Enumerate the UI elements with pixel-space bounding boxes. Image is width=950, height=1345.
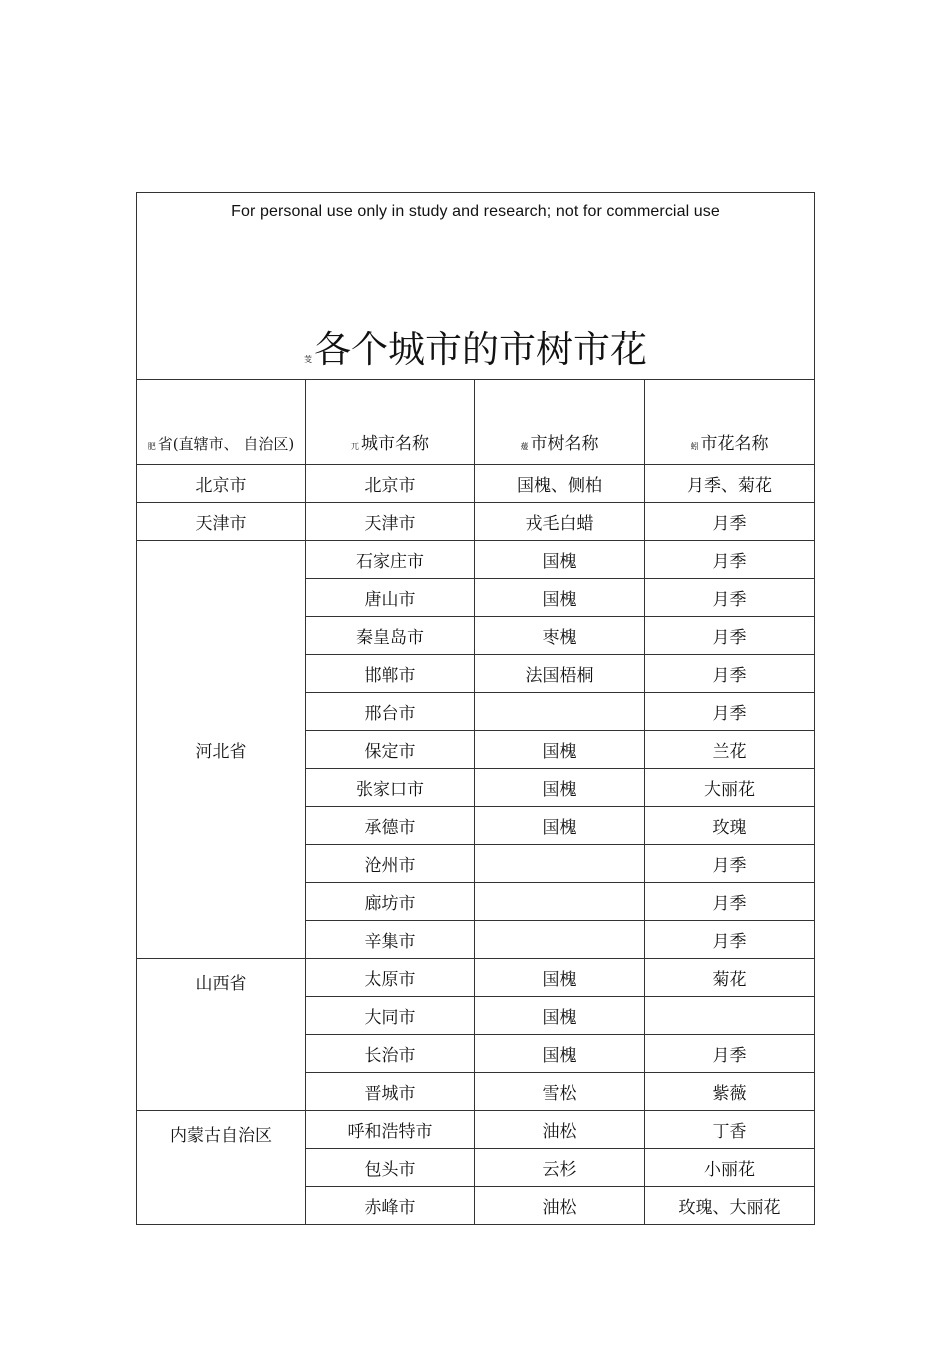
province-cell: 北京市 <box>137 465 306 503</box>
tree-cell: 国槐 <box>475 541 645 579</box>
flower-cell <box>645 997 815 1035</box>
city-cell: 承德市 <box>306 807 475 845</box>
tree-cell: 国槐、侧柏 <box>475 465 645 503</box>
table-row <box>137 959 815 997</box>
tree-cell: 油松 <box>475 1187 645 1225</box>
city-cell: 秦皇岛市 <box>306 617 475 655</box>
column-label: 城市名称 <box>361 434 429 454</box>
tree-cell <box>475 883 645 921</box>
province-cell: 天津市 <box>137 503 306 541</box>
flower-cell: 月季 <box>645 579 815 617</box>
column-prefix: 蕿 <box>520 442 529 451</box>
city-tree-flower-sheet <box>136 192 814 1225</box>
city-cell: 邢台市 <box>306 693 475 731</box>
flower-cell: 月季 <box>645 1035 815 1073</box>
city-cell: 北京市 <box>306 465 475 503</box>
city-cell: 邯郸市 <box>306 655 475 693</box>
header-row <box>137 193 815 380</box>
flower-cell: 小丽花 <box>645 1149 815 1187</box>
tree-cell: 雪松 <box>475 1073 645 1111</box>
column-prefix: 肥 <box>147 442 156 451</box>
column-prefix: 蚓 <box>690 442 699 451</box>
flower-cell: 月季 <box>645 617 815 655</box>
city-cell: 大同市 <box>306 997 475 1035</box>
column-label: 市树名称 <box>530 434 599 454</box>
city-cell: 呼和浩特市 <box>306 1111 475 1149</box>
tree-cell: 国槐 <box>475 1035 645 1073</box>
table-row <box>137 465 815 503</box>
column-header-row <box>137 380 815 465</box>
city-cell: 晋城市 <box>306 1073 475 1111</box>
flower-cell: 月季 <box>645 655 815 693</box>
column-header-tree <box>475 380 645 465</box>
column-header-province <box>137 380 306 465</box>
tree-cell: 枣槐 <box>475 617 645 655</box>
city-cell: 沧州市 <box>306 845 475 883</box>
flower-cell: 月季、菊花 <box>645 465 815 503</box>
flower-cell: 月季 <box>645 883 815 921</box>
city-cell: 包头市 <box>306 1149 475 1187</box>
page-title-text: 各个城市的市树市花 <box>314 328 648 371</box>
flower-cell: 月季 <box>645 921 815 959</box>
tree-cell: 国槐 <box>475 959 645 997</box>
tree-cell: 法国梧桐 <box>475 655 645 693</box>
table-row <box>137 503 815 541</box>
city-cell: 张家口市 <box>306 769 475 807</box>
city-cell: 辛集市 <box>306 921 475 959</box>
province-cell: 内蒙古自治区 <box>137 1111 306 1225</box>
table-row <box>137 541 815 579</box>
usage-notice: For personal use only in study and research; not for commercial use <box>231 203 720 220</box>
flower-cell: 紫薇 <box>645 1073 815 1111</box>
city-cell: 赤峰市 <box>306 1187 475 1225</box>
province-cell: 山西省 <box>137 959 306 1111</box>
city-cell: 太原市 <box>306 959 475 997</box>
header-cell <box>137 193 815 380</box>
flower-cell: 月季 <box>645 503 815 541</box>
column-label: 省(直辖市、 自治区) <box>157 435 295 453</box>
flower-cell: 大丽花 <box>645 769 815 807</box>
column-header-city <box>306 380 475 465</box>
tree-cell: 云杉 <box>475 1149 645 1187</box>
tree-cell: 国槐 <box>475 997 645 1035</box>
tree-cell: 国槐 <box>475 769 645 807</box>
column-header-flower <box>645 380 815 465</box>
city-cell: 石家庄市 <box>306 541 475 579</box>
tree-cell: 戎毛白蜡 <box>475 503 645 541</box>
flower-cell: 玫瑰、大丽花 <box>645 1187 815 1225</box>
city-cell: 长治市 <box>306 1035 475 1073</box>
flower-cell: 丁香 <box>645 1111 815 1149</box>
city-cell: 唐山市 <box>306 579 475 617</box>
column-label: 市花名称 <box>700 434 769 454</box>
tree-cell: 国槐 <box>475 731 645 769</box>
tree-cell <box>475 845 645 883</box>
flower-cell: 玫瑰 <box>645 807 815 845</box>
flower-cell: 月季 <box>645 541 815 579</box>
city-cell: 保定市 <box>306 731 475 769</box>
province-cell: 河北省 <box>137 541 306 959</box>
table-body <box>137 193 815 1225</box>
tree-cell: 油松 <box>475 1111 645 1149</box>
city-table <box>136 192 815 1225</box>
tree-cell <box>475 921 645 959</box>
flower-cell: 菊花 <box>645 959 815 997</box>
page-title <box>137 319 814 373</box>
flower-cell: 月季 <box>645 693 815 731</box>
city-cell: 天津市 <box>306 503 475 541</box>
title-prefix: 芰 <box>304 355 313 364</box>
flower-cell: 月季 <box>645 845 815 883</box>
city-cell: 廊坊市 <box>306 883 475 921</box>
tree-cell: 国槐 <box>475 807 645 845</box>
column-prefix: 兀 <box>351 442 359 451</box>
tree-cell <box>475 693 645 731</box>
flower-cell: 兰花 <box>645 731 815 769</box>
table-row <box>137 1111 815 1149</box>
tree-cell: 国槐 <box>475 579 645 617</box>
